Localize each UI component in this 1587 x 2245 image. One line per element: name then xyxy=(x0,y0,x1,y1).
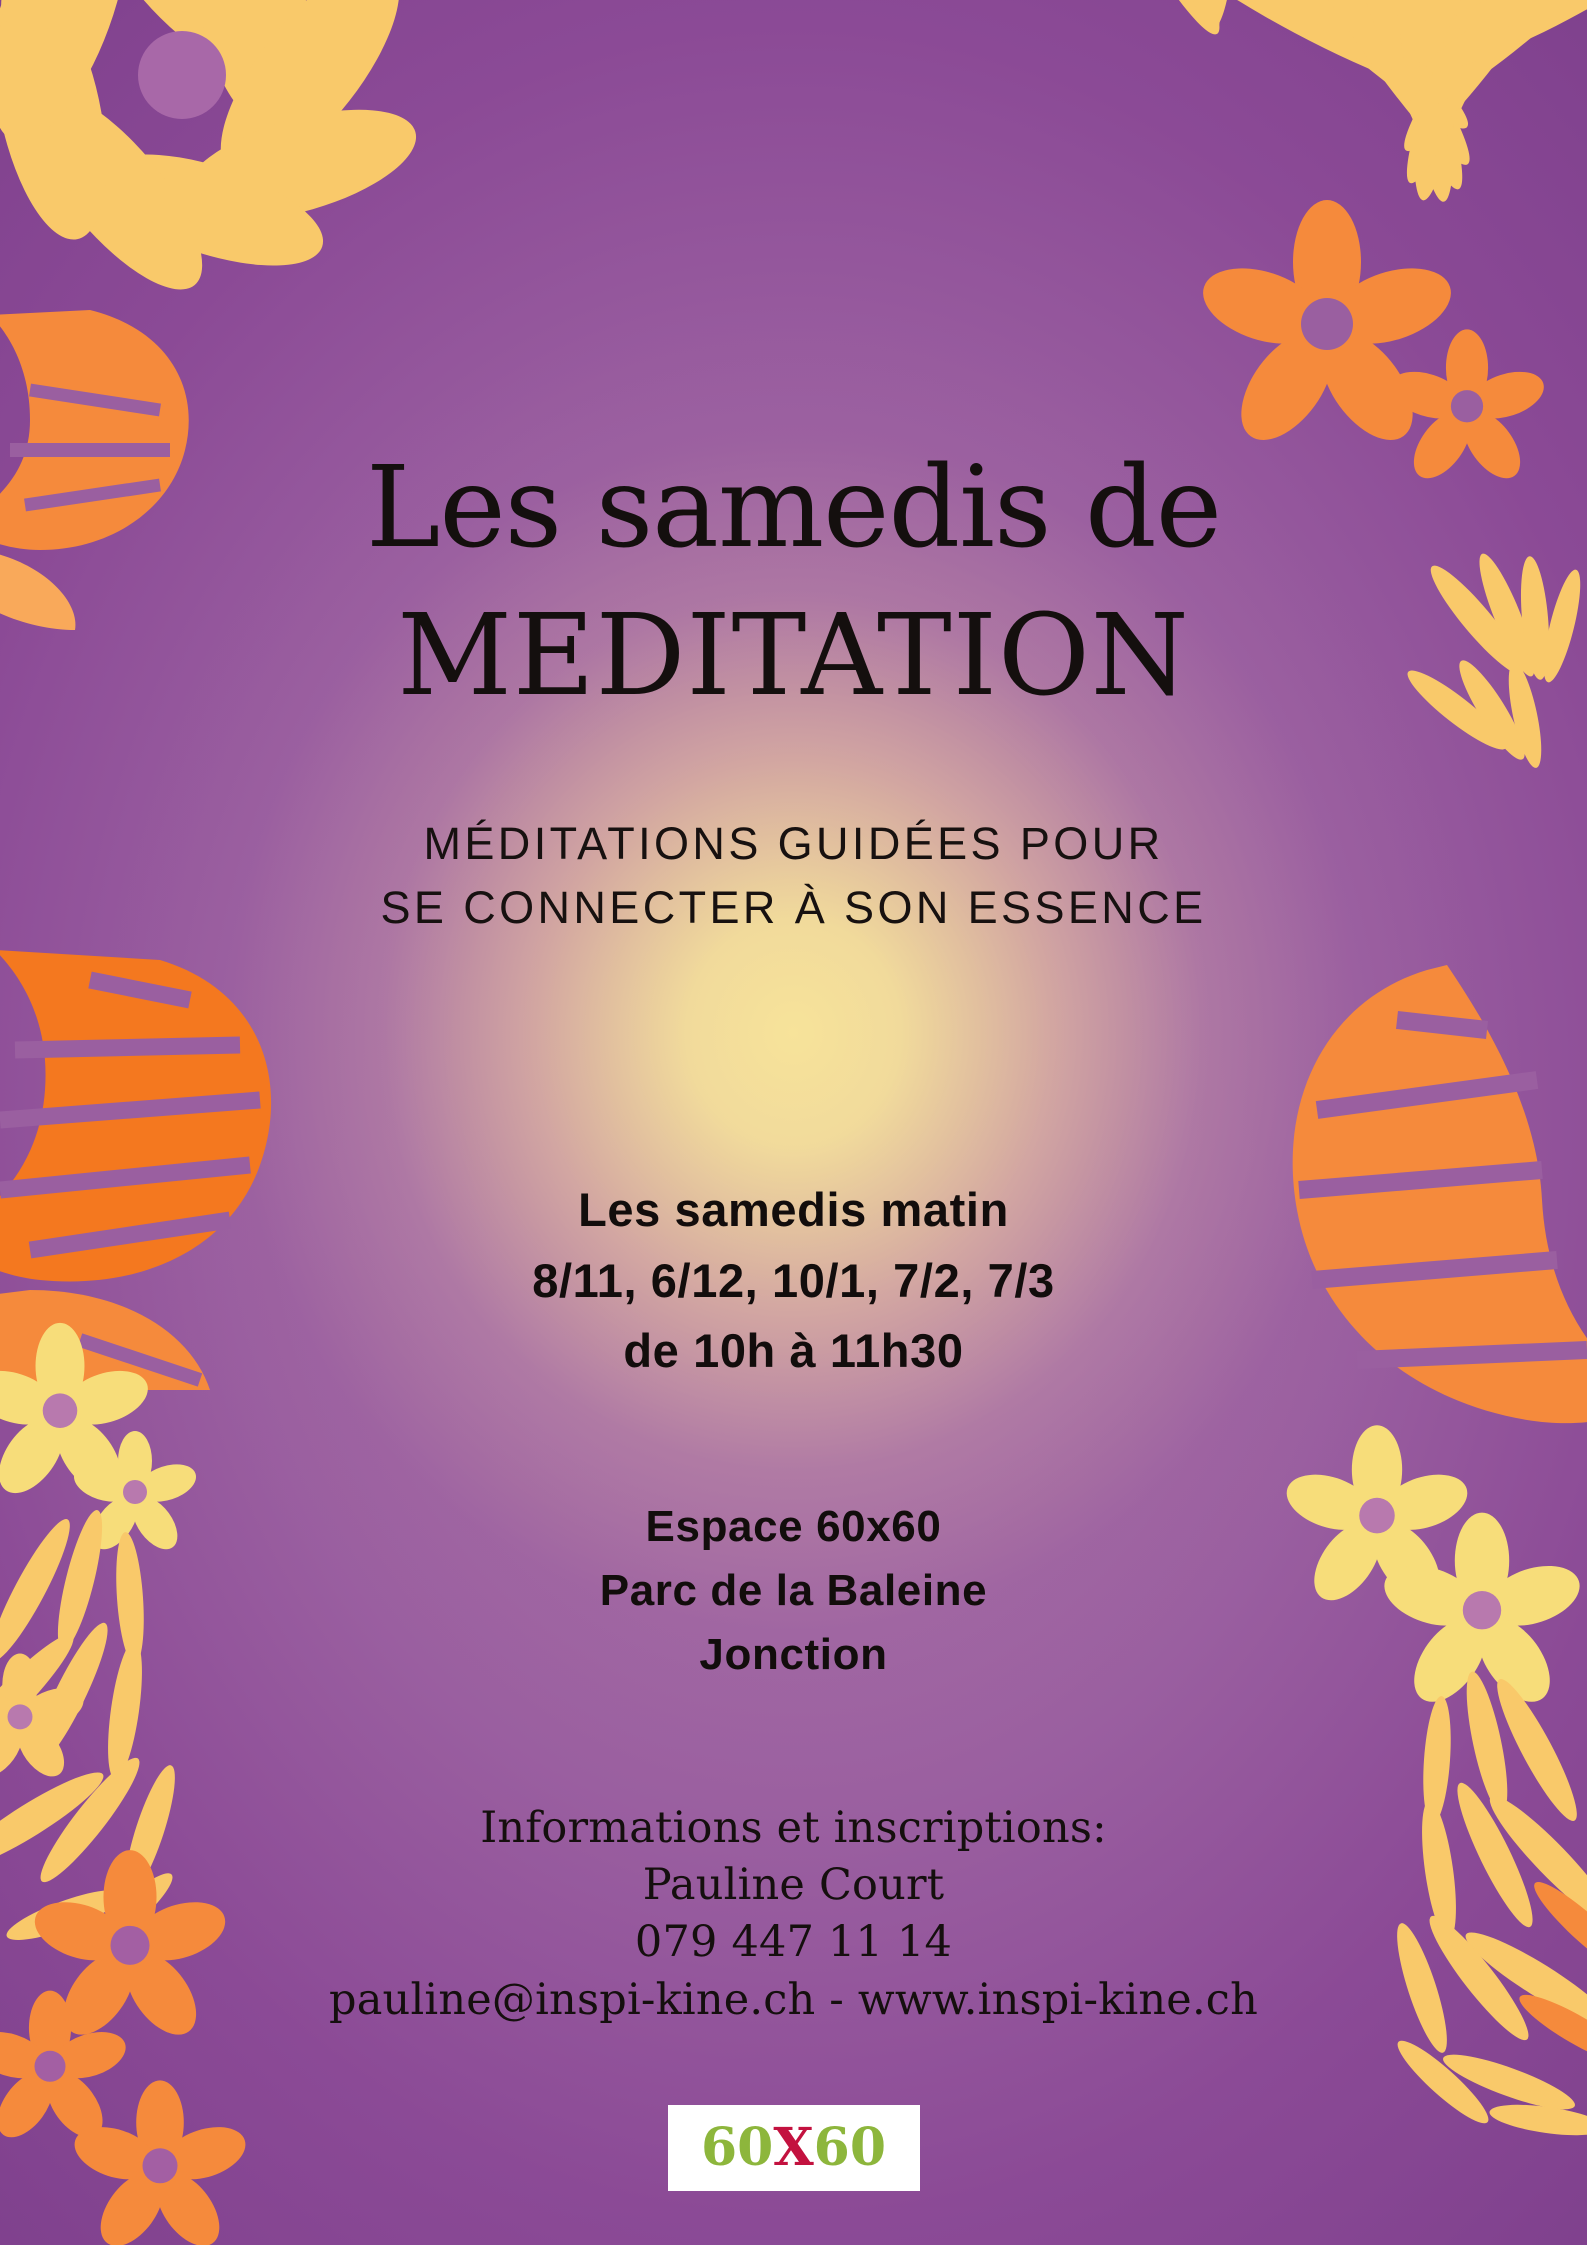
contact-heading: Informations et inscriptions: xyxy=(480,1803,1107,1853)
location-park: Parc de la Baleine xyxy=(599,1565,988,1615)
logo-60x60 xyxy=(668,2105,920,2191)
schedule-hours: de 10h à 11h30 xyxy=(623,1324,964,1377)
contact-block xyxy=(0,1800,1587,2029)
palm-leaf-top-right-icon xyxy=(1007,0,1587,370)
logo-part-3: 60 xyxy=(813,2117,887,2178)
contact-name: Pauline Court xyxy=(642,1860,945,1911)
logo-part-2: X xyxy=(773,2117,814,2178)
contact-phone: 079 447 11 14 xyxy=(634,1917,953,1968)
contact-email-website: pauline@inspi-kine.ch - www.inspi-kine.ch xyxy=(329,1974,1258,2025)
location-district: Jonction xyxy=(699,1629,888,1679)
poster-subtitle xyxy=(0,812,1587,940)
subtitle-line-1: MÉDITATIONS GUIDÉES POUR xyxy=(423,818,1164,869)
location-venue: Espace 60x60 xyxy=(645,1502,942,1551)
schedule-days: Les samedis matin xyxy=(578,1183,1009,1236)
location-block xyxy=(0,1495,1587,1686)
subtitle-line-2: SE CONNECTER À SON ESSENCE xyxy=(380,881,1207,933)
logo-text xyxy=(700,2117,887,2178)
schedule-block xyxy=(0,1175,1587,1387)
page-title-line-1: Les samedis de xyxy=(365,443,1222,573)
logo-part-1: 60 xyxy=(700,2117,774,2178)
page-title-line-2: MEDITATION xyxy=(397,591,1190,721)
schedule-dates: 8/11, 6/12, 10/1, 7/2, 7/3 xyxy=(532,1253,1055,1307)
flower-top-left-large-icon xyxy=(0,0,540,400)
